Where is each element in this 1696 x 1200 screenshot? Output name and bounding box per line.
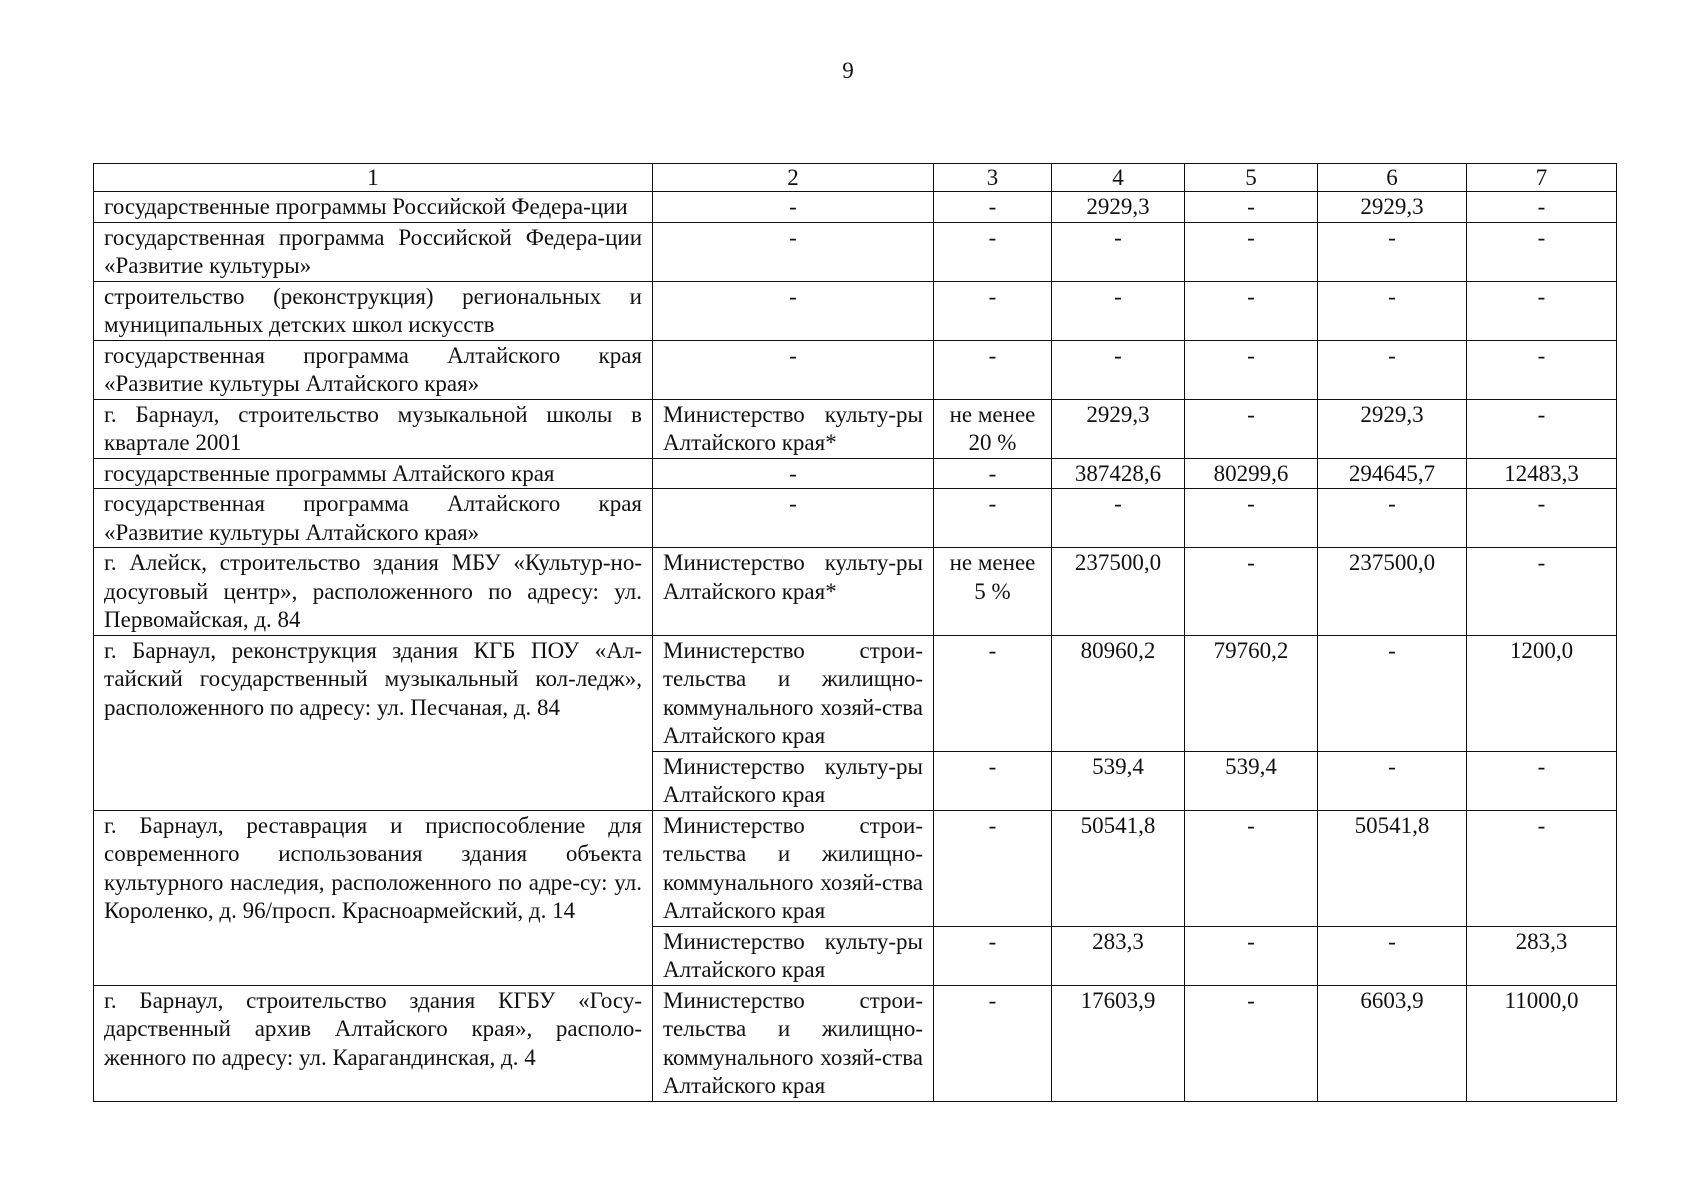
object-name-cell: г. Барнаул, реконструкция здания КГБ ПОУ «Ал-тайский государственный музыкальный кол-ледж», расположенного по адресу: ул. Песчаная, д. 84 [94, 635, 653, 810]
table-row [94, 985, 1617, 1101]
value-cell: 2929,3 [1052, 192, 1185, 223]
cofinancing-cell: не менее 5 % [934, 548, 1052, 636]
responsible-cell: - [653, 458, 934, 489]
value-cell: - [1052, 222, 1185, 281]
value-cell: - [1185, 985, 1318, 1101]
cofinancing-cell: - [934, 222, 1052, 281]
object-name-cell: строительство (реконструкция) региональных и муниципальных детских школ искусств [94, 281, 653, 340]
object-name-cell: государственная программа Алтайского края «Развитие культуры Алтайского края» [94, 340, 653, 399]
value-cell: 1200,0 [1467, 635, 1617, 751]
object-name-cell: государственные программы Алтайского края [94, 458, 653, 489]
value-cell: - [1467, 281, 1617, 340]
responsible-cell: Министерство строи-тельства и жилищно-коммунального хозяй-ства Алтайского края [653, 985, 934, 1101]
value-cell: - [1318, 489, 1467, 548]
table-row [94, 399, 1617, 458]
table-row [94, 635, 1617, 751]
data-table [93, 163, 1617, 1102]
cofinancing-cell: - [934, 751, 1052, 810]
value-cell: - [1467, 222, 1617, 281]
column-header: 7 [1467, 164, 1617, 192]
responsible-cell: - [653, 281, 934, 340]
value-cell: - [1467, 399, 1617, 458]
column-header: 4 [1052, 164, 1185, 192]
value-cell: 50541,8 [1318, 810, 1467, 926]
column-header: 1 [94, 164, 653, 192]
value-cell: - [1467, 751, 1617, 810]
value-cell: 387428,6 [1052, 458, 1185, 489]
responsible-cell: Министерство культу-ры Алтайского края* [653, 399, 934, 458]
cofinancing-cell: - [934, 340, 1052, 399]
responsible-cell: Министерство культу-ры Алтайского края [653, 751, 934, 810]
object-name-cell: г. Барнаул, реставрация и приспособление для современного использования здания объекта культурного наследия, расположенного по адре-су: ул. Короленко, д. 96/просп. Красноармейский, д. 14 [94, 810, 653, 985]
cofinancing-cell: - [934, 489, 1052, 548]
value-cell: - [1318, 340, 1467, 399]
cofinancing-cell: - [934, 985, 1052, 1101]
object-name-cell: г. Барнаул, строительство здания КГБУ «Госу-дарственный архив Алтайского края», располо-женного по адресу: ул. Карагандинская, д. 4 [94, 985, 653, 1101]
value-cell: 539,4 [1185, 751, 1318, 810]
value-cell: 17603,9 [1052, 985, 1185, 1101]
value-cell: 6603,9 [1318, 985, 1467, 1101]
value-cell: - [1185, 222, 1318, 281]
value-cell: 2929,3 [1052, 399, 1185, 458]
value-cell: - [1185, 192, 1318, 223]
object-name-cell: г. Барнаул, строительство музыкальной школы в квартале 2001 [94, 399, 653, 458]
value-cell: - [1467, 548, 1617, 636]
object-name-cell: государственная программа Российской Федера-ции «Развитие культуры» [94, 222, 653, 281]
cofinancing-cell: - [934, 192, 1052, 223]
value-cell: - [1467, 192, 1617, 223]
value-cell: 50541,8 [1052, 810, 1185, 926]
value-cell: - [1185, 340, 1318, 399]
value-cell: - [1318, 222, 1467, 281]
value-cell: - [1467, 489, 1617, 548]
value-cell: 2929,3 [1318, 192, 1467, 223]
value-cell: - [1467, 340, 1617, 399]
value-cell: - [1052, 340, 1185, 399]
responsible-cell: - [653, 192, 934, 223]
value-cell: 539,4 [1052, 751, 1185, 810]
value-cell: - [1185, 281, 1318, 340]
value-cell: - [1185, 926, 1318, 985]
value-cell: 2929,3 [1318, 399, 1467, 458]
cofinancing-cell: - [934, 635, 1052, 751]
table-row [94, 222, 1617, 281]
page-number: 9 [842, 58, 854, 83]
cofinancing-cell: - [934, 810, 1052, 926]
responsible-cell: Министерство культу-ры Алтайского края* [653, 548, 934, 636]
table-row [94, 192, 1617, 223]
value-cell: - [1318, 751, 1467, 810]
value-cell: 237500,0 [1052, 548, 1185, 636]
value-cell: - [1318, 926, 1467, 985]
object-name-cell: г. Алейск, строительство здания МБУ «Культур-но-досуговый центр», расположенного по адресу: ул. Первомайская, д. 84 [94, 548, 653, 636]
value-cell: 294645,7 [1318, 458, 1467, 489]
cofinancing-cell: не менее 20 % [934, 399, 1052, 458]
table-row [94, 281, 1617, 340]
table-row [94, 340, 1617, 399]
table-row [94, 458, 1617, 489]
table-row [94, 489, 1617, 548]
responsible-cell: - [653, 340, 934, 399]
value-cell: 283,3 [1052, 926, 1185, 985]
cofinancing-cell: - [934, 926, 1052, 985]
responsible-cell: Министерство строи-тельства и жилищно-коммунального хозяй-ства Алтайского края [653, 635, 934, 751]
value-cell: - [1052, 489, 1185, 548]
cofinancing-cell: - [934, 281, 1052, 340]
table-row [94, 810, 1617, 926]
value-cell: 283,3 [1467, 926, 1617, 985]
value-cell: 12483,3 [1467, 458, 1617, 489]
value-cell: 80960,2 [1052, 635, 1185, 751]
object-name-cell: государственные программы Российской Федера-ции [94, 192, 653, 223]
value-cell: - [1467, 810, 1617, 926]
value-cell: 11000,0 [1467, 985, 1617, 1101]
table-row [94, 548, 1617, 636]
column-header: 6 [1318, 164, 1467, 192]
value-cell: - [1318, 281, 1467, 340]
column-header: 5 [1185, 164, 1318, 192]
value-cell: - [1185, 548, 1318, 636]
cofinancing-cell: - [934, 458, 1052, 489]
table-header-row [94, 164, 1617, 192]
value-cell: - [1185, 489, 1318, 548]
responsible-cell: Министерство культу-ры Алтайского края [653, 926, 934, 985]
value-cell: - [1185, 810, 1318, 926]
value-cell: 79760,2 [1185, 635, 1318, 751]
value-cell: 237500,0 [1318, 548, 1467, 636]
column-header: 2 [653, 164, 934, 192]
responsible-cell: Министерство строи-тельства и жилищно-коммунального хозяй-ства Алтайского края [653, 810, 934, 926]
value-cell: - [1185, 399, 1318, 458]
object-name-cell: государственная программа Алтайского края «Развитие культуры Алтайского края» [94, 489, 653, 548]
value-cell: 80299,6 [1185, 458, 1318, 489]
responsible-cell: - [653, 222, 934, 281]
value-cell: - [1052, 281, 1185, 340]
value-cell: - [1318, 635, 1467, 751]
column-header: 3 [934, 164, 1052, 192]
responsible-cell: - [653, 489, 934, 548]
